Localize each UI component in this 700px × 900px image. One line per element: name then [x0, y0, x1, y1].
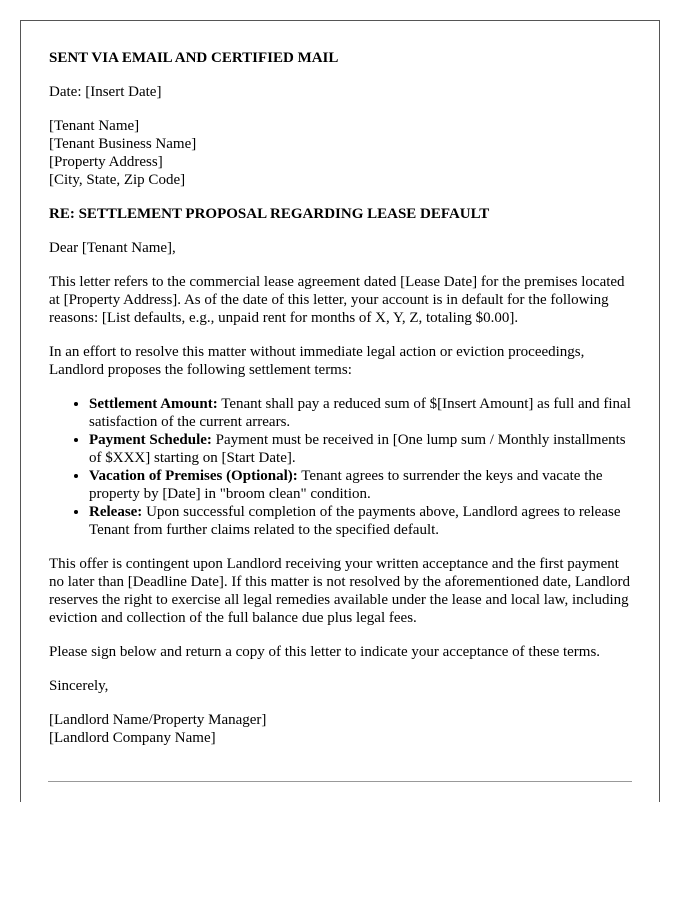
list-item: [89, 431, 633, 467]
salutation: Dear [Tenant Name],: [49, 240, 176, 256]
recipient-address: [49, 117, 633, 189]
letter-page: [20, 20, 660, 802]
signature-line: [Landlord Name/Property Manager]: [49, 712, 267, 728]
paragraph-lease-default: This letter refers to the commercial lease agreement dated [Lease Date] for the premises located at [Property Address]. As of the date of this letter, your account is in default for the following reasons: [List defaults, e.g., unpaid rent for months of X, Y, Z, totaling $0.00].: [49, 274, 625, 326]
list-item: [89, 467, 633, 503]
recipient-line: [Property Address]: [49, 154, 163, 170]
term-text: Tenant agrees to surrender the keys and vacate the property by [Date] in "broom clean" condition.: [89, 468, 603, 502]
term-label: Release:: [89, 504, 143, 520]
recipient-line: [City, State, Zip Code]: [49, 172, 186, 188]
term-label: Settlement Amount:: [89, 396, 218, 412]
letter-body: [49, 49, 633, 763]
paragraph-proposal-intro: In an effort to resolve this matter without immediate legal action or eviction proceedings, Landlord proposes the following settlement terms:: [49, 344, 585, 378]
paragraph-contingency: This offer is contingent upon Landlord receiving your written acceptance and the first payment no later than [Deadline Date]. If this matter is not resolved by the aforementioned date, Landlord reserves the right to exercise all legal remedies available under the lease and local law, including eviction and collection of the full balance due plus legal fees.: [49, 556, 631, 626]
signature-line: [Landlord Company Name]: [49, 730, 216, 746]
term-text: Tenant shall pay a reduced sum of $[Insert Amount] as full and final satisfaction of the current arrears.: [89, 396, 631, 430]
recipient-line: [Tenant Name]: [49, 118, 140, 134]
term-text: Payment must be received in [One lump sum / Monthly installments of $XXX] starting on [Start Date].: [89, 432, 626, 466]
list-item: [89, 395, 633, 431]
delivery-method: SENT VIA EMAIL AND CERTIFIED MAIL: [49, 50, 339, 66]
term-text: Upon successful completion of the payments above, Landlord agrees to release Tenant from further claims related to the specified default.: [89, 504, 621, 538]
paragraph-acceptance: Please sign below and return a copy of this letter to indicate your acceptance of these terms.: [49, 644, 601, 660]
term-label: Vacation of Premises (Optional):: [89, 468, 298, 484]
signature-block: [49, 711, 633, 747]
list-item: [89, 503, 633, 539]
settlement-terms-list: [49, 395, 633, 539]
recipient-line: [Tenant Business Name]: [49, 136, 197, 152]
subject-line: RE: SETTLEMENT PROPOSAL REGARDING LEASE DEFAULT: [49, 206, 490, 222]
term-label: Payment Schedule:: [89, 432, 212, 448]
closing: Sincerely,: [49, 678, 109, 694]
signature-divider: [48, 781, 632, 782]
letter-date: Date: [Insert Date]: [49, 84, 162, 100]
